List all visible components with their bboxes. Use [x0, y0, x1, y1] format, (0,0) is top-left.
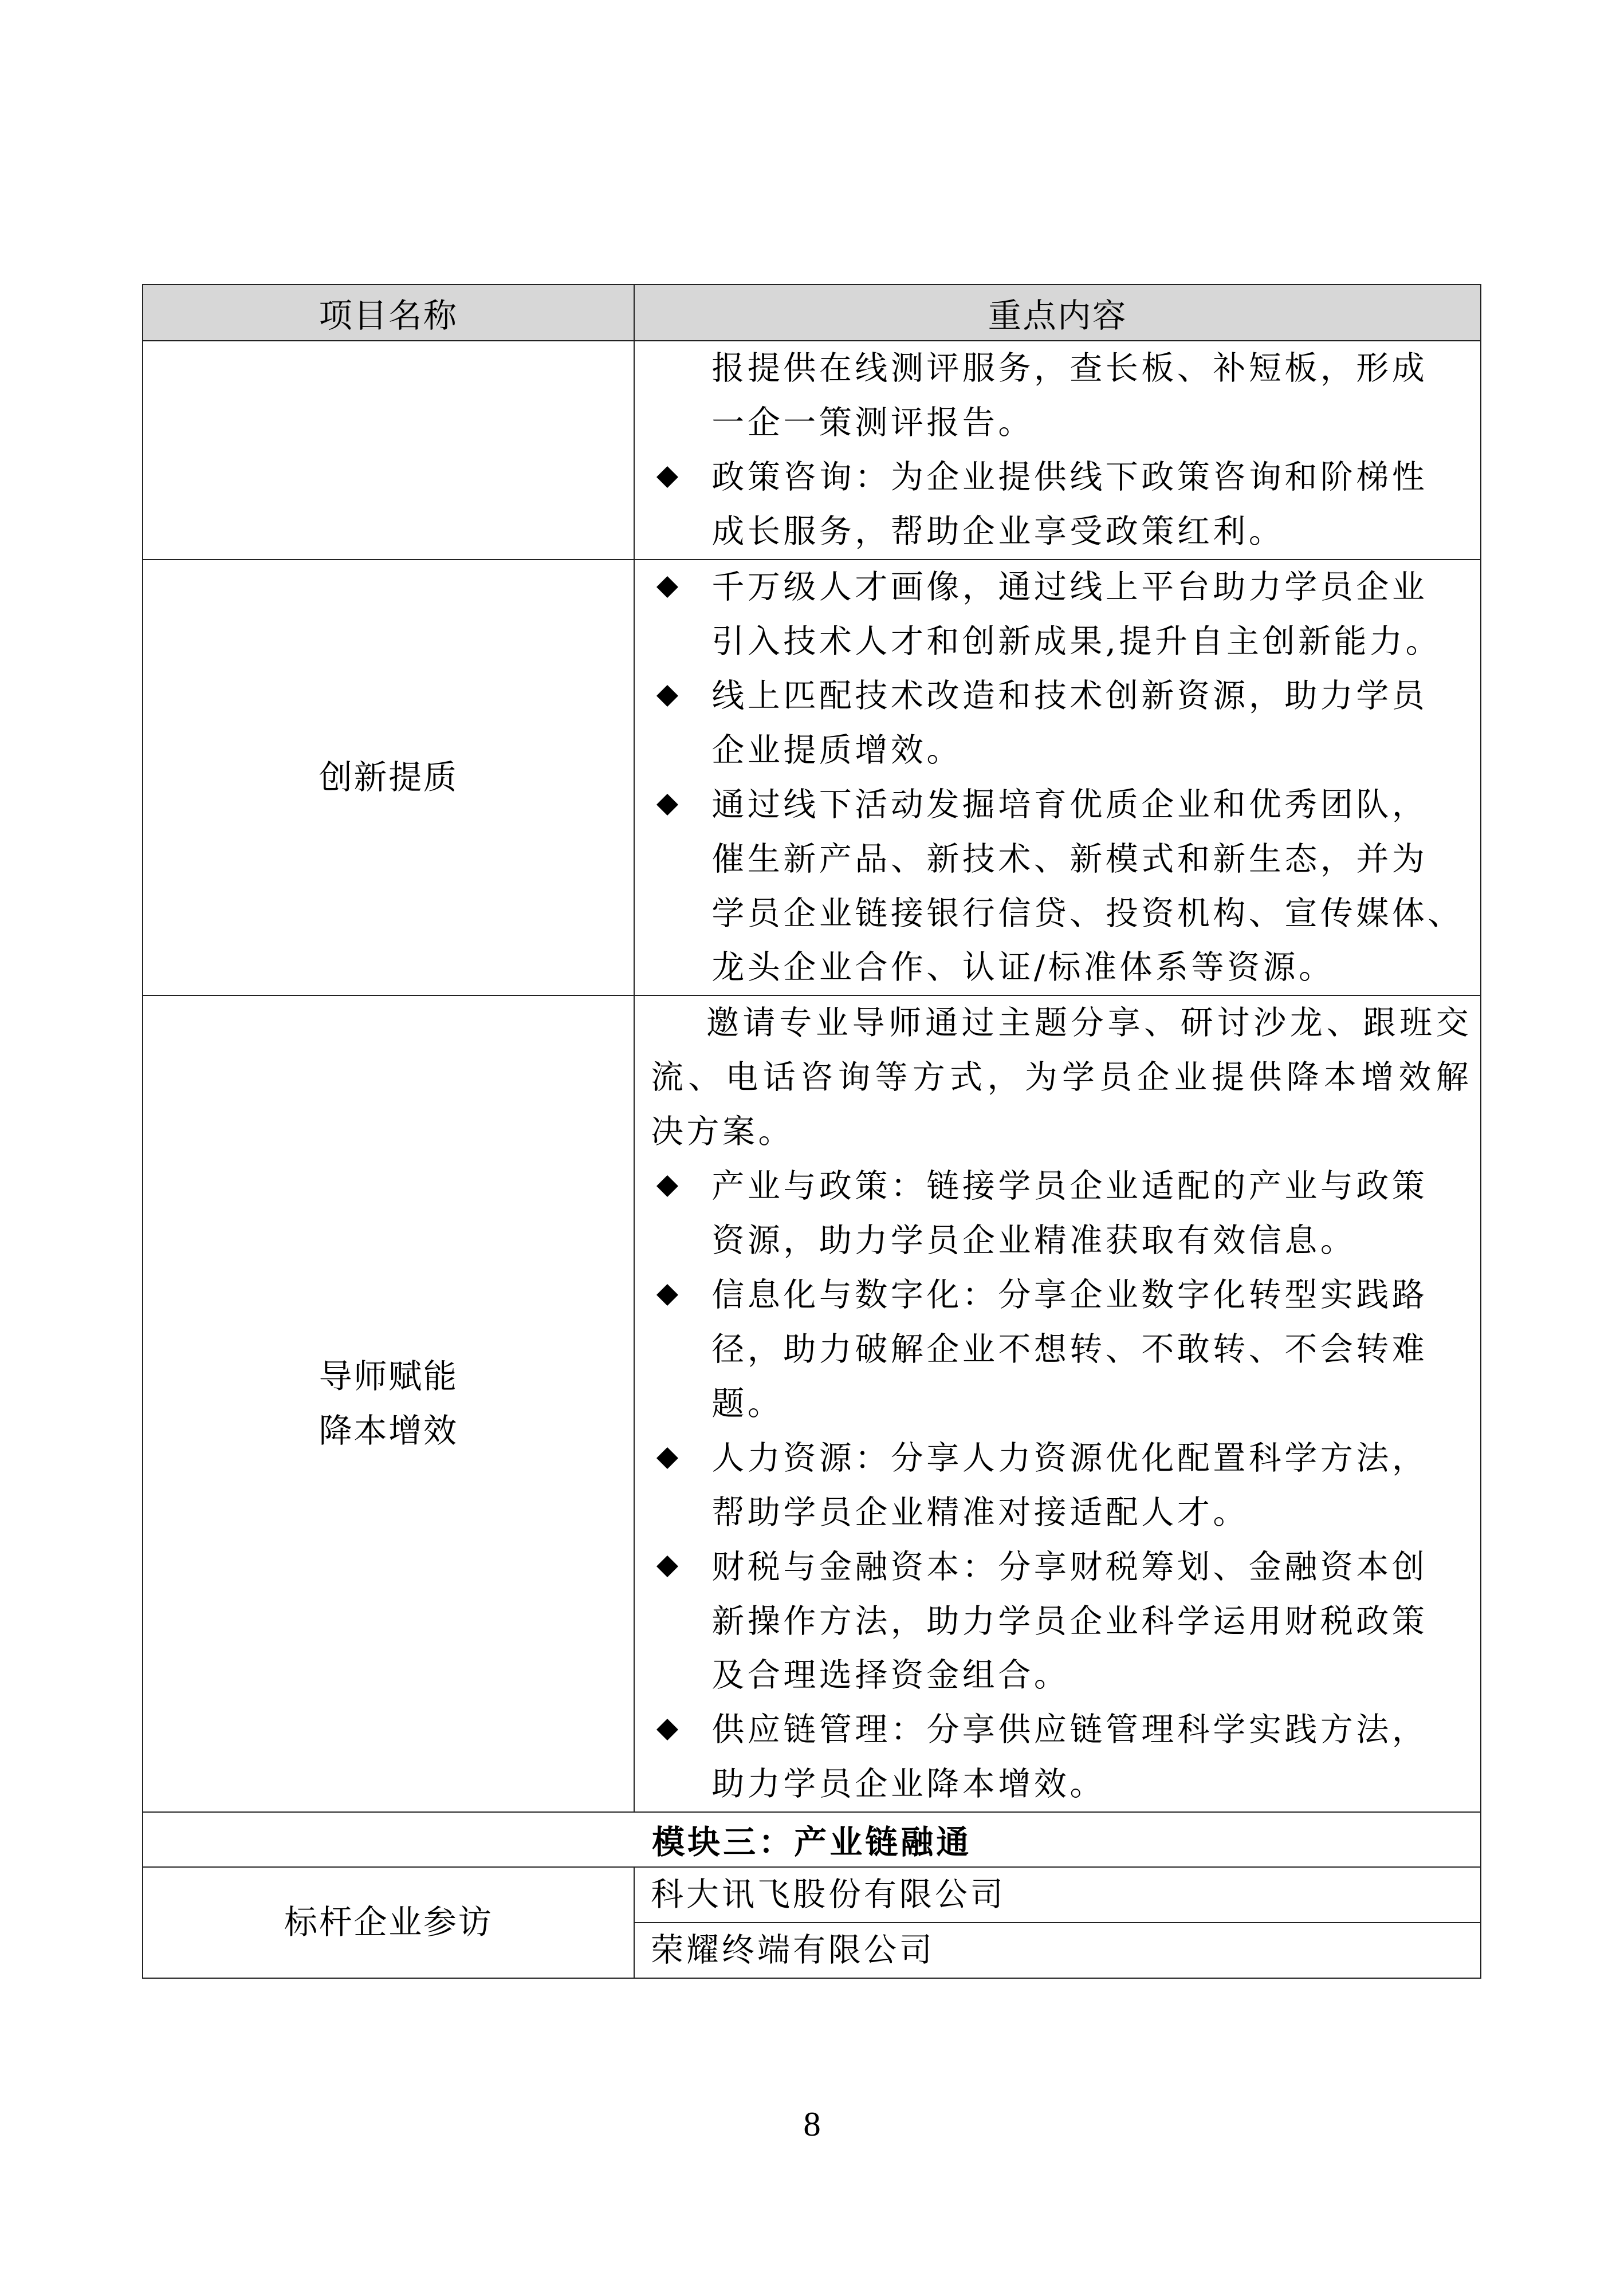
black-diamond-icon [656, 1719, 678, 1740]
bullet-line: 线上匹配技术改造和技术创新资源，助力学员 [711, 676, 1428, 715]
header-key-content: 重点内容 [634, 285, 1481, 341]
bullet-line: 题。 [711, 1384, 784, 1423]
project-table [142, 284, 1481, 1979]
row-name-cell [143, 341, 634, 560]
bullet-line: 信息化与数字化：分享企业数字化转型实践路 [711, 1275, 1428, 1314]
header-project-name: 项目名称 [143, 285, 634, 341]
bullet-line: 千万级人才画像，通过线上平台助力学员企业 [711, 568, 1428, 606]
bullet-line: 通过线下活动发掘培育优质企业和优秀团队， [711, 785, 1428, 824]
bullet-line: 助力学员企业降本增效。 [711, 1765, 1106, 1803]
black-diamond-icon [656, 1175, 678, 1197]
bullet-line: 资源，助力学员企业精准获取有效信息。 [711, 1222, 1356, 1260]
bullet-line: 政策咨询：为企业提供线下政策咨询和阶梯性 [711, 458, 1428, 497]
row-name-line: 降本增效 [318, 1411, 458, 1451]
company-item: 科大讯飞股份有限公司 [634, 1867, 1481, 1923]
bullet-item [651, 450, 1472, 559]
black-diamond-icon [656, 794, 678, 816]
bullet-line: 供应链管理：分享供应链管理科学实践方法， [711, 1711, 1428, 1749]
table-row [143, 995, 1481, 1812]
bullet-item [651, 1431, 1472, 1540]
bullet-item [651, 778, 1472, 995]
bullet-line: 帮助学员企业精准对接适配人才。 [711, 1493, 1249, 1531]
row-content-cell [634, 560, 1481, 995]
table-row [143, 1867, 1481, 1923]
bullet-line: 引入技术人才和创新成果,提升自主创新能力。 [711, 622, 1442, 660]
bullet-item [651, 669, 1472, 778]
bullet-item [651, 1159, 1472, 1268]
bullet-line: 产业与政策：链接学员企业适配的产业与政策 [711, 1167, 1428, 1206]
module-row [143, 1812, 1481, 1867]
table-row [143, 341, 1481, 560]
bullet-line: 企业提质增效。 [711, 731, 962, 769]
table-row [143, 560, 1481, 995]
page-number: 8 [803, 2105, 821, 2144]
bullet-line: 学员企业链接银行信贷、投资机构、宣传媒体、 [711, 894, 1464, 932]
bullet-line: 径，助力破解企业不想转、不敢转、不会转难 [711, 1330, 1428, 1368]
bullet-line: 龙头企业合作、认证/标准体系等资源。 [711, 948, 1335, 987]
black-diamond-icon [656, 466, 678, 488]
bullet-item [651, 1268, 1472, 1431]
bullet-line: 成长服务，帮助企业享受政策红利。 [711, 513, 1285, 551]
black-diamond-icon [656, 1555, 678, 1577]
company-item: 荣耀终端有限公司 [634, 1923, 1481, 1978]
intro-paragraph: 邀请专业导师通过主题分享、研讨沙龙、跟班交流、电话咨询等方式，为学员企业提供降本增效解决方案。 [651, 1004, 1472, 1151]
bullet-line: 及合理选择资金组合。 [711, 1656, 1070, 1695]
row-name-cell: 标杆企业参访 [143, 1867, 634, 1978]
content-line: 报提供在线测评服务，查长板、补短板，形成 [711, 349, 1428, 388]
bullet-line: 新操作方法，助力学员企业科学运用财税政策 [711, 1602, 1428, 1640]
bullet-item [651, 560, 1472, 669]
black-diamond-icon [656, 576, 678, 598]
module-title: 模块三：产业链融通 [143, 1812, 1481, 1867]
row-name-line: 导师赋能 [318, 1357, 458, 1396]
row-content-cell [634, 995, 1481, 1812]
black-diamond-icon [656, 685, 678, 707]
black-diamond-icon [656, 1284, 678, 1306]
bullet-line: 人力资源：分享人力资源优化配置科学方法， [711, 1439, 1428, 1477]
black-diamond-icon [656, 1447, 678, 1469]
content-line: 一企一策测评报告。 [711, 404, 1034, 442]
bullet-item [651, 1540, 1472, 1703]
bullet-line: 财税与金融资本：分享财税筹划、金融资本创 [711, 1547, 1428, 1586]
bullet-line: 催生新产品、新技术、新模式和新生态，并为 [711, 840, 1428, 878]
row-content-cell [634, 341, 1481, 560]
bullet-item [651, 1703, 1472, 1811]
table-header-row [143, 285, 1481, 341]
row-name-cell [143, 995, 634, 1812]
row-name-cell: 创新提质 [143, 560, 634, 995]
